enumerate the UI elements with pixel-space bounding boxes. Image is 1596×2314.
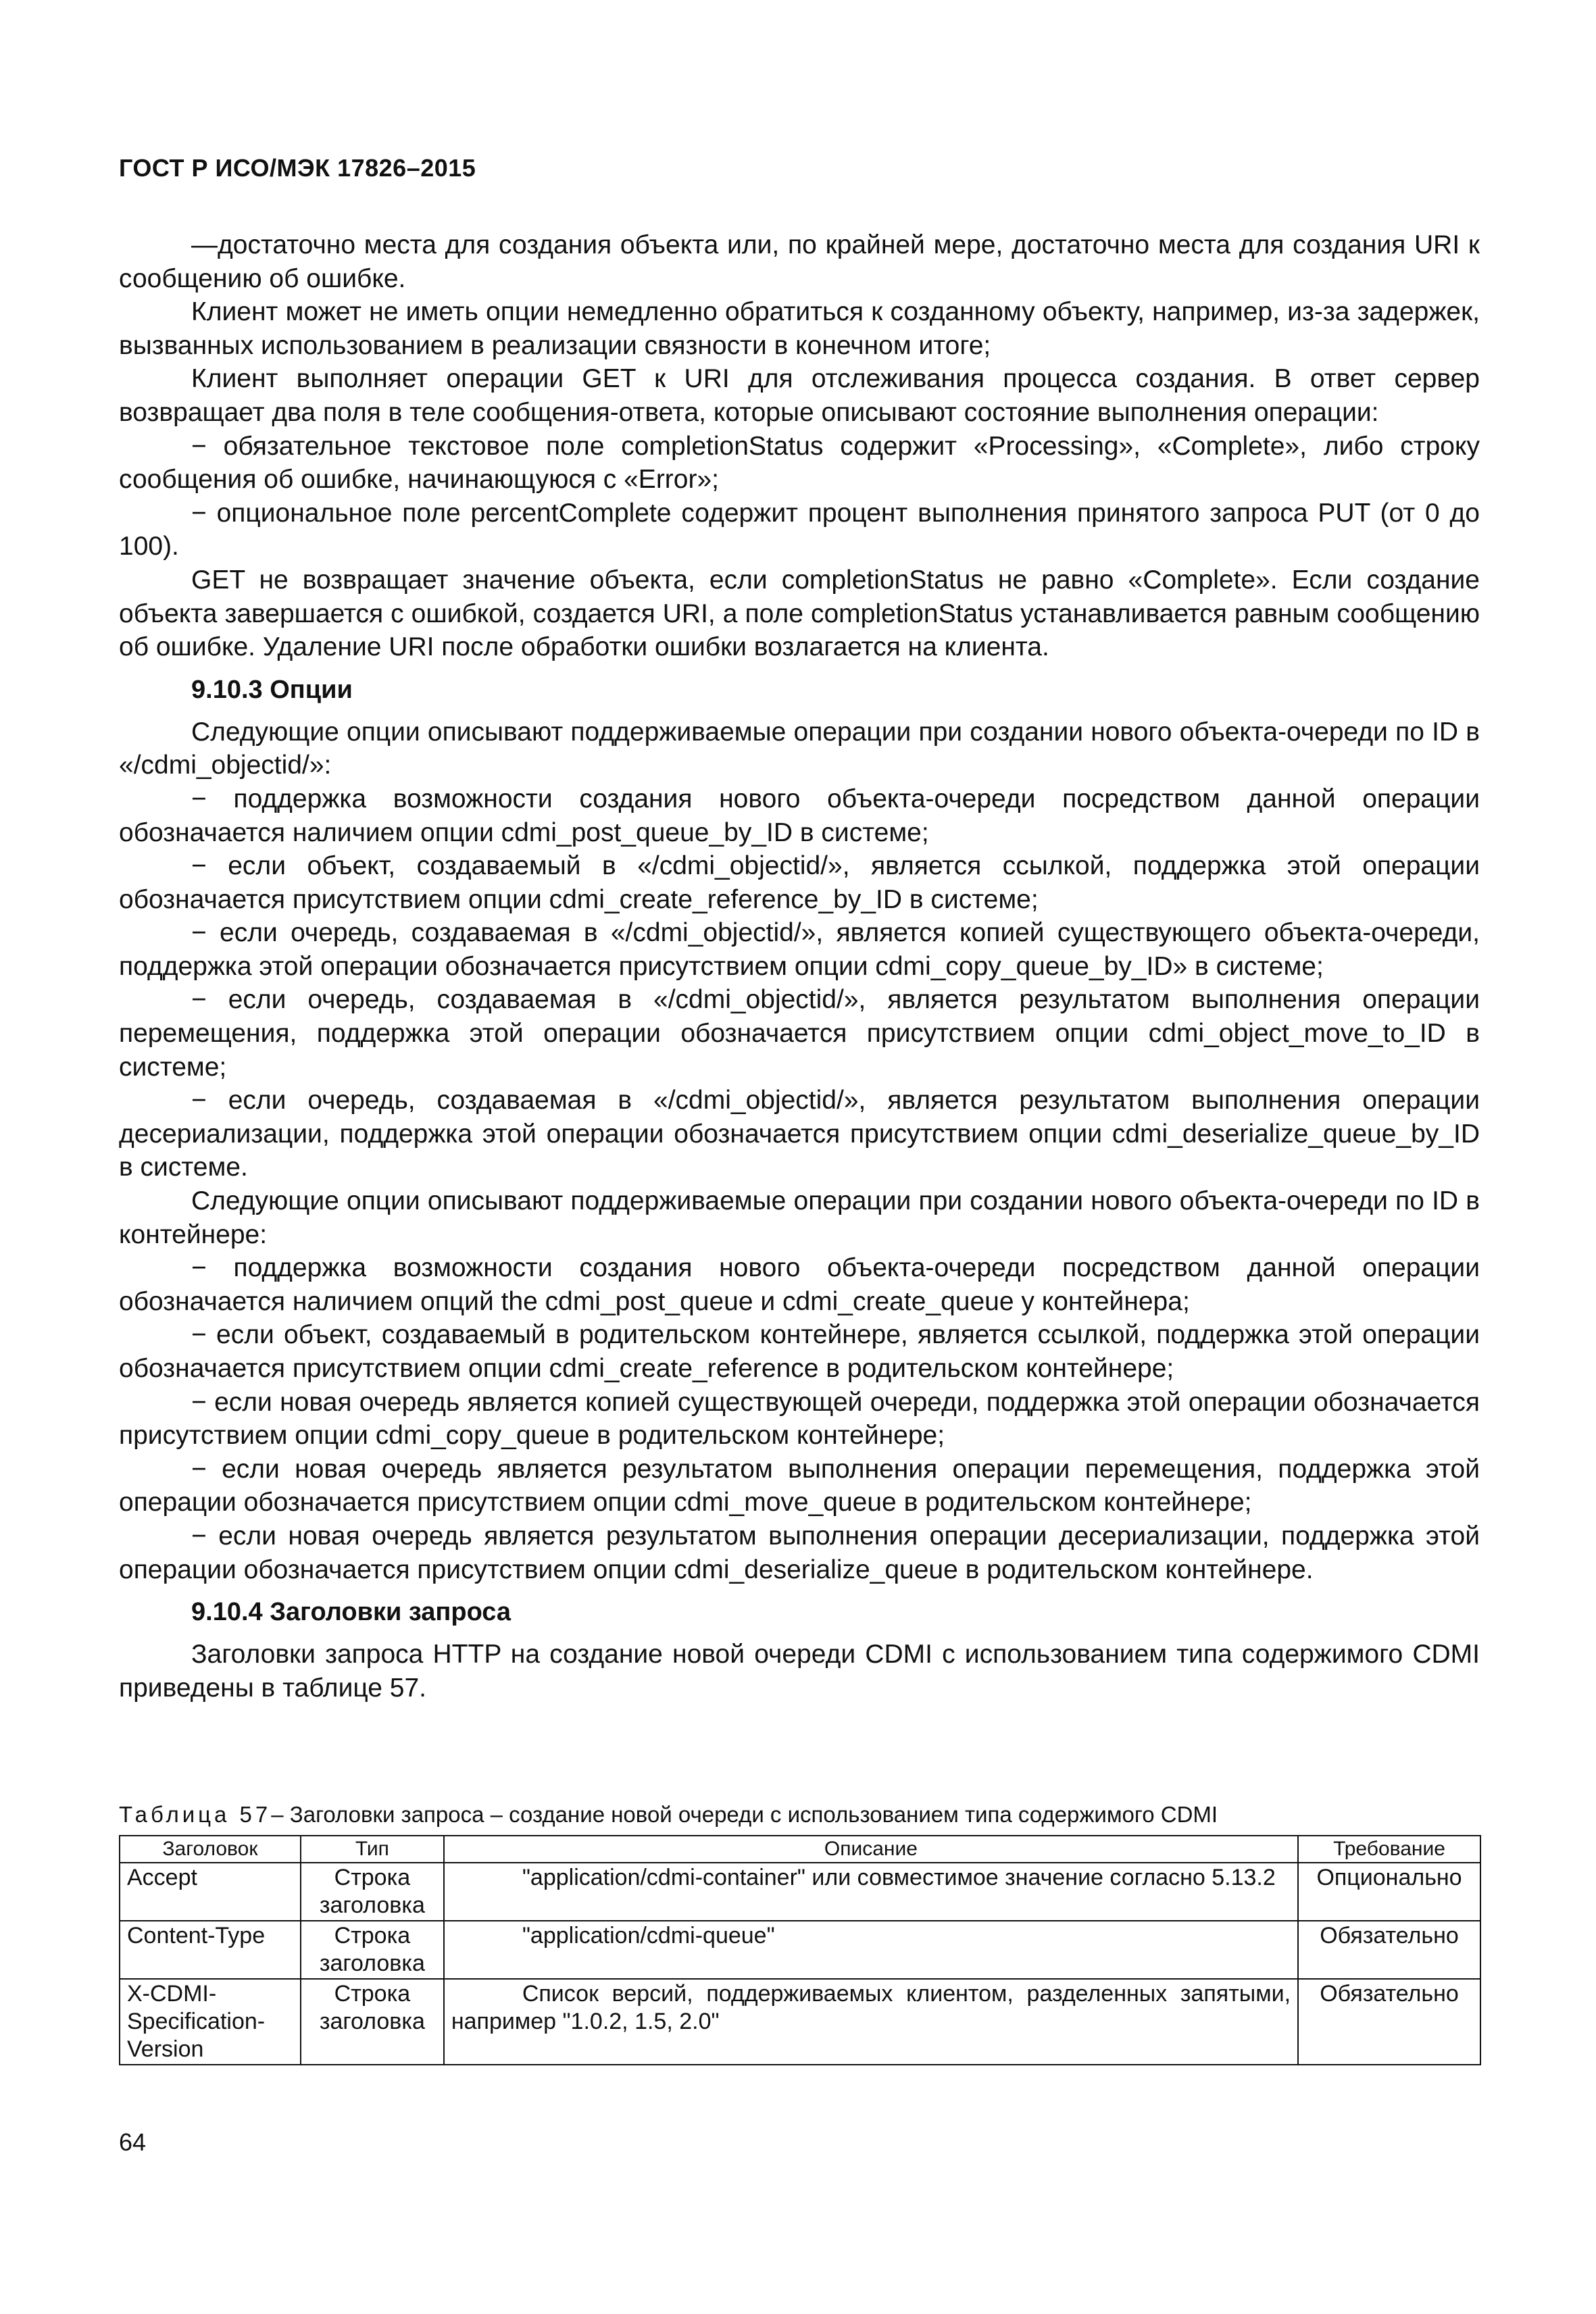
- section-heading-options: 9.10.3 Опции: [191, 675, 353, 704]
- table-caption-text: – Заголовки запроса – создание новой очереди с использованием типа содержимого CDMI: [271, 1802, 1218, 1827]
- list-item: − если очередь, создаваемая в «/cdmi_objectid/», является копией существующего объекта-очереди, поддержка этой операции обозначается присутствием опции cdmi_copy_queue_by_ID» в системе;: [119, 918, 1480, 981]
- cell-header-name: Accept: [120, 1863, 301, 1921]
- list-item: − обязательное текстовое поле completionStatus содержит «Processing», «Complete», либо строку сообщения об ошибке, начинающуюся с «Error»;: [119, 431, 1480, 495]
- cell-description-text: Список версий, поддерживаемых клиентом, разделенных запятыми, например "1.0.2, 1.5, 2.0": [451, 1981, 1291, 2034]
- paragraph: Клиент может не иметь опции немедленно обратиться к созданному объекту, например, из-за задержек, вызванных использованием в реализации связности в конечном итоге;: [119, 297, 1480, 360]
- paragraph: Клиент выполняет операции GET к URI для отслеживания процесса создания. В ответ сервер возвращает два поля в теле сообщения-ответа, которые описывают состояние выполнения операции:: [119, 364, 1480, 427]
- standard-header: ГОСТ Р ИСО/МЭК 17826–2015: [119, 154, 476, 182]
- column-header: Описание: [444, 1836, 1298, 1863]
- column-header: Требование: [1298, 1836, 1480, 1863]
- list-item: − если объект, создаваемый в родительском контейнере, является ссылкой, поддержка этой операции обозначается присутствием опции cdmi_create_reference в родительском контейнере;: [119, 1320, 1480, 1383]
- list-item: − если очередь, создаваемая в «/cdmi_objectid/», является результатом выполнения операции десериализации, поддержка этой операции обозначается присутствием опции cdmi_deserialize_queue_by_ID в системе.: [119, 1086, 1480, 1182]
- list-item: − если объект, создаваемый в «/cdmi_objectid/», является ссылкой, поддержка этой операции обозначается присутствием опции cdmi_create_reference_by_ID в системе;: [119, 851, 1480, 914]
- cell-type: Строка заголовка: [301, 1863, 444, 1921]
- cell-header-name: Content-Type: [120, 1921, 301, 1979]
- column-header: Тип: [301, 1836, 444, 1863]
- paragraph: GET не возвращает значение объекта, если completionStatus не равно «Complete». Если создание объекта завершается с ошибкой, создается URI, а поле completionStatus устанавливается равным сообщению об ошибке. Удаление URI после обработки ошибки возлагается на клиента.: [119, 565, 1480, 662]
- cell-description-text: "application/cdmi-queue": [522, 1923, 775, 1948]
- request-headers-table: [119, 1835, 1481, 2065]
- cell-requirement: Обязательно: [1298, 1979, 1480, 2065]
- section-heading-request-headers: 9.10.4 Заголовки запроса: [191, 1598, 512, 1627]
- cell-description: [444, 1863, 1298, 1921]
- cell-requirement: Обязательно: [1298, 1921, 1480, 1979]
- table-caption: [119, 1801, 1480, 1828]
- paragraph: Следующие опции описывают поддерживаемые операции при создании нового объекта-очереди по ID в контейнере:: [119, 1186, 1480, 1249]
- paragraph: Заголовки запроса HTTP на создание новой очереди CDMI с использованием типа содержимого CDMI приведены в таблице 57.: [119, 1640, 1480, 1703]
- column-header: Заголовок: [120, 1836, 301, 1863]
- table-row: [120, 1979, 1480, 2065]
- table-caption-label: Таблица 57: [119, 1802, 272, 1827]
- cell-description: [444, 1979, 1298, 2065]
- page-number: 64: [119, 2128, 147, 2156]
- list-item: − если новая очередь является результатом выполнения операции перемещения, поддержка этой операции обозначается присутствием опции cdmi_move_queue в родительском контейнере;: [119, 1454, 1480, 1517]
- list-item: − опциональное поле percentComplete содержит процент выполнения принятого запроса PUT (от 0 до 100).: [119, 498, 1480, 561]
- body-text: [119, 228, 1480, 1705]
- list-item: − если новая очередь является результатом выполнения операции десериализации, поддержка этой операции обозначается присутствием опции cdmi_deserialize_queue в родительском контейнере.: [119, 1521, 1480, 1584]
- list-item: − поддержка возможности создания нового объекта-очереди посредством данной операции обозначается наличием опций the cdmi_post_queue и cdmi_create_queue у контейнера;: [119, 1253, 1480, 1316]
- cell-requirement: Опционально: [1298, 1863, 1480, 1921]
- cell-type: Строка заголовка: [301, 1921, 444, 1979]
- paragraph: —достаточно места для создания объекта или, по крайней мере, достаточно места для создания URI к сообщению об ошибке.: [119, 230, 1480, 293]
- table-row: [120, 1863, 1480, 1921]
- cell-description: [444, 1921, 1298, 1979]
- list-item: − если очередь, создаваемая в «/cdmi_objectid/», является результатом выполнения операции перемещения, поддержка этой операции обозначается присутствием опции cdmi_object_move_to_ID в системе;: [119, 985, 1480, 1082]
- list-item: − если новая очередь является копией существующей очереди, поддержка этой операции обозначается присутствием опции cdmi_copy_queue в родительском контейнере;: [119, 1387, 1480, 1451]
- paragraph: Следующие опции описывают поддерживаемые операции при создании нового объекта-очереди по ID в «/cdmi_objectid/»:: [119, 717, 1480, 780]
- cell-description-text: "application/cdmi-container" или совместимое значение согласно 5.13.2: [522, 1865, 1276, 1890]
- table-row: [120, 1921, 1480, 1979]
- list-item: − поддержка возможности создания нового объекта-очереди посредством данной операции обозначается наличием опции cdmi_post_queue_by_ID в системе;: [119, 784, 1480, 847]
- cell-header-name: X-CDMI-Specification-Version: [120, 1979, 301, 2065]
- table-header-row: [120, 1836, 1480, 1863]
- cell-type: Строка заголовка: [301, 1979, 444, 2065]
